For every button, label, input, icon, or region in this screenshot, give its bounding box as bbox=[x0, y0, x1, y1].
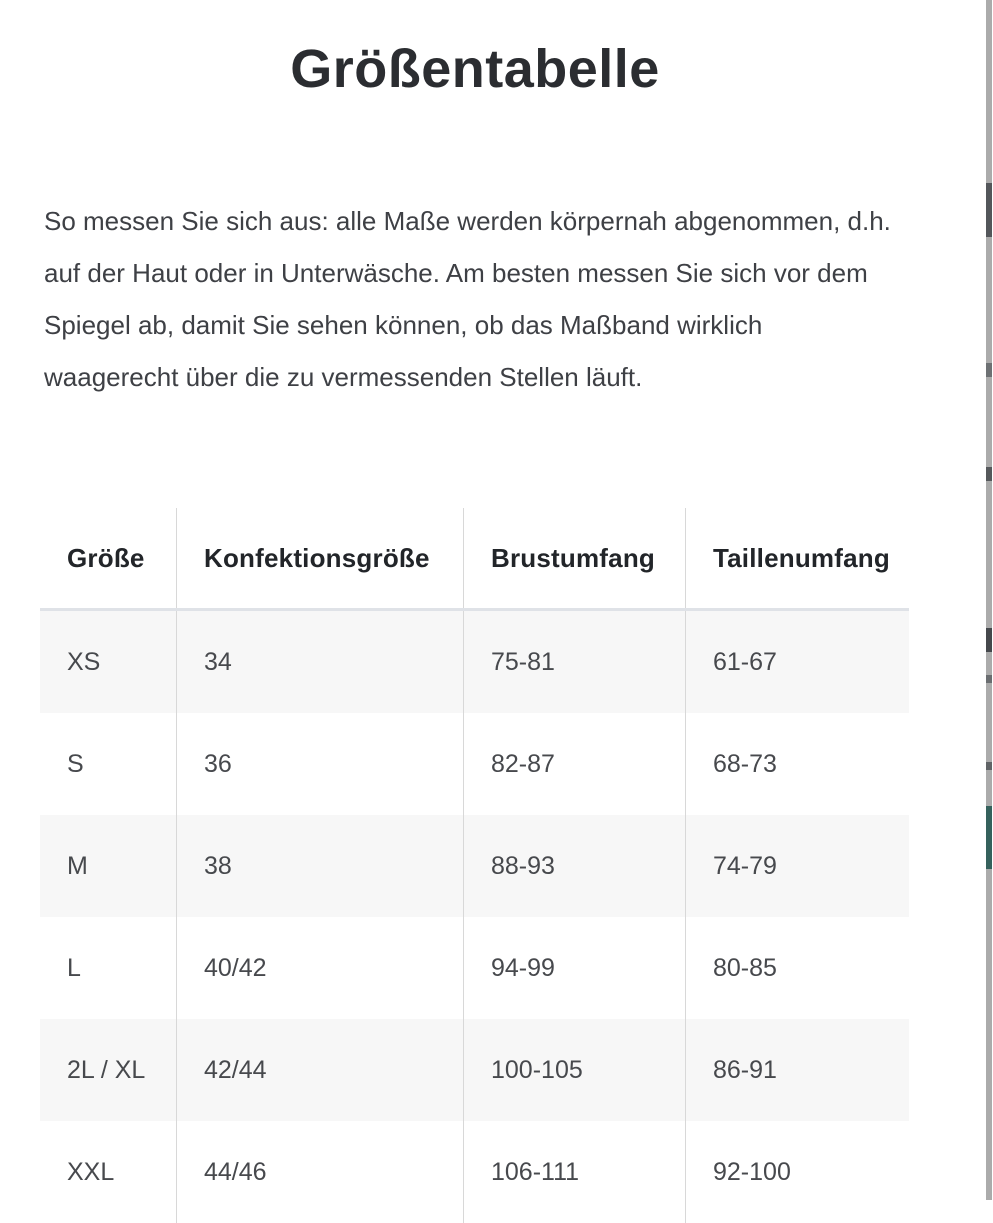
intro-line: auf der Haut oder in Unterwäsche. Am besten messen Sie sich vor dem bbox=[44, 258, 868, 288]
table-row bbox=[40, 917, 909, 1019]
table-row bbox=[40, 1019, 909, 1121]
table-cell: 36 bbox=[176, 713, 463, 815]
intro-line: So messen Sie sich aus: alle Maße werden körpernah abgenommen, d.h. bbox=[44, 206, 891, 236]
table-cell: M bbox=[67, 851, 88, 880]
table-cell: 74-79 bbox=[685, 815, 909, 917]
intro-paragraph bbox=[44, 195, 910, 403]
table-cell: 86-91 bbox=[685, 1019, 909, 1121]
intro-line: Spiegel ab, damit Sie sehen können, ob das Maßband wirklich bbox=[44, 310, 763, 340]
table-cell: XS bbox=[67, 647, 101, 676]
table-cell: 40/42 bbox=[176, 917, 463, 1019]
table-row bbox=[40, 713, 909, 815]
table-cell: 88-93 bbox=[463, 815, 685, 917]
edge-mark-1 bbox=[986, 363, 992, 377]
intro-line: waagerecht über die zu vermessenden Stellen läuft. bbox=[44, 362, 643, 392]
edge-mark-5 bbox=[986, 762, 992, 770]
edge-mark-4 bbox=[986, 675, 992, 683]
table-cell: 80-85 bbox=[685, 917, 909, 1019]
table-row bbox=[40, 611, 909, 713]
table-cell: 44/46 bbox=[176, 1121, 463, 1223]
edge-accent-teal bbox=[986, 806, 992, 869]
table-cell: 100-105 bbox=[463, 1019, 685, 1121]
table-row bbox=[40, 1121, 909, 1223]
table-cell: 82-87 bbox=[463, 713, 685, 815]
table-cell: 94-99 bbox=[463, 917, 685, 1019]
column-header: Taillenumfang bbox=[685, 508, 909, 608]
size-table bbox=[40, 508, 909, 1223]
table-cell: 68-73 bbox=[685, 713, 909, 815]
table-cell: 106-111 bbox=[463, 1121, 685, 1223]
scrollbar-thumb[interactable] bbox=[986, 183, 992, 237]
table-cell: 2L / XL bbox=[67, 1055, 146, 1084]
table-cell: 61-67 bbox=[685, 611, 909, 713]
table-cell: 75-81 bbox=[463, 611, 685, 713]
table-cell: 38 bbox=[176, 815, 463, 917]
edge-mark-2 bbox=[986, 467, 992, 481]
table-cell: 42/44 bbox=[176, 1019, 463, 1121]
edge-mark-3 bbox=[986, 628, 992, 652]
column-header: Brustumfang bbox=[463, 508, 685, 608]
table-cell: L bbox=[67, 953, 81, 982]
page-edge-strip[interactable] bbox=[986, 0, 992, 1200]
table-cell: 92-100 bbox=[685, 1121, 909, 1223]
column-header: Größe bbox=[67, 542, 145, 573]
table-cell: XXL bbox=[67, 1157, 115, 1186]
table-cell: 34 bbox=[176, 611, 463, 713]
table-cell: S bbox=[67, 749, 84, 778]
table-row bbox=[40, 815, 909, 917]
size-table-body bbox=[40, 611, 909, 1223]
page-title: Größentabelle bbox=[290, 39, 660, 99]
column-header: Konfektionsgröße bbox=[176, 508, 463, 608]
size-table-header bbox=[40, 508, 909, 611]
